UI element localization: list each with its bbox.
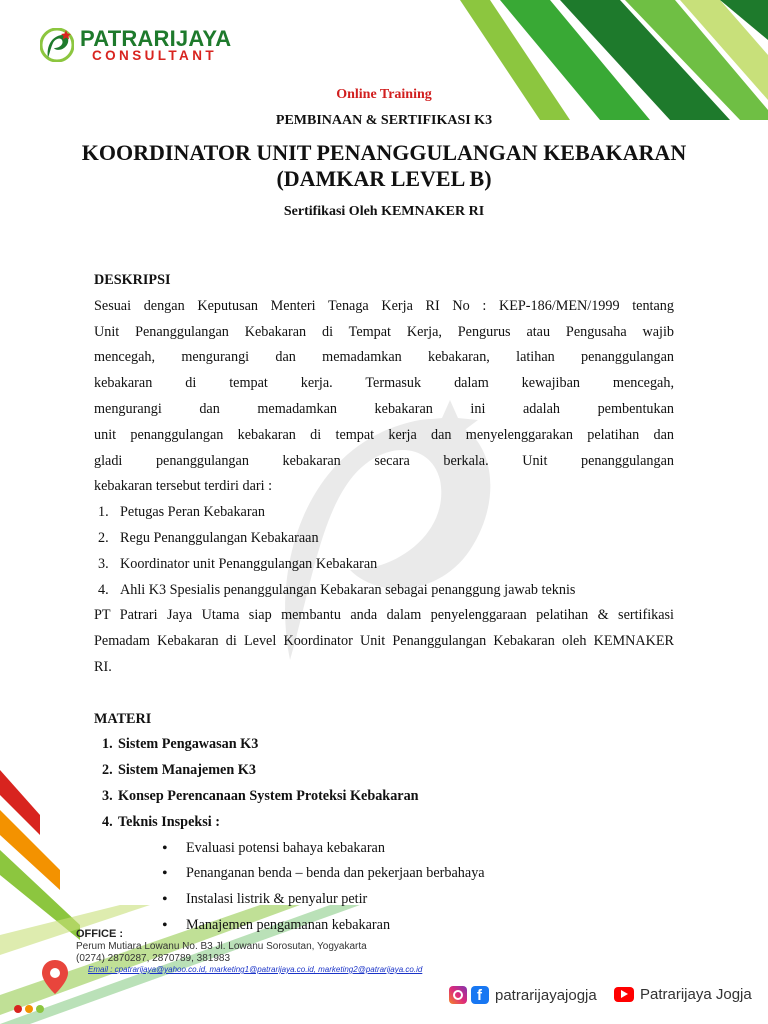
- list-item: • Penanganan benda – benda dan pekerjaan berbahaya: [162, 861, 674, 887]
- list-item: 4. Ahli K3 Spesialis penanggulangan Kebakaran sebagai penanggung jawab teknis: [98, 581, 576, 598]
- location-pin-icon: [42, 960, 68, 994]
- program-label: PEMBINAAN & SERTIFIKASI K3: [275, 113, 493, 128]
- footer: [0, 928, 768, 1024]
- logo-subtitle: CONSULTANT: [92, 48, 217, 63]
- email-link[interactable]: Email : cpatrarijaya@yahoo.co.id, marketing1@patrarijaya.co.id, marketing2@patrarijaya.co.id: [88, 965, 423, 974]
- closing-line: Pemadam Kebakaran di Level Koordinator Unit Penanggulangan Kebakaran oleh KEMNAKER: [94, 633, 674, 650]
- list-item: 1. Sistem Pengawasan K3: [102, 736, 259, 753]
- list-item: 1. Petugas Peran Kebakaran: [98, 504, 265, 521]
- instagram-icon: [449, 986, 467, 1004]
- list-item: 3. Koordinator unit Penanggulangan Kebakaran: [98, 555, 378, 572]
- address-line: Perum Mutiara Lowanu No. B3 Jl. Lowanu Sorosutan, Yogyakarta: [76, 941, 367, 952]
- materi-heading: MATERI: [94, 710, 152, 727]
- deskripsi-line: kebakaran di tempat kerja. Termasuk dalam kewajiban mencegah,: [94, 375, 674, 392]
- title-line-1: KOORDINATOR UNIT PENANGGULANGAN KEBAKARAN: [81, 140, 687, 165]
- title-line-2: (DAMKAR LEVEL B): [276, 166, 492, 191]
- list-item: • Instalasi listrik & penyalur petir: [162, 887, 674, 913]
- closing-line: PT Patrari Jaya Utama siap membantu anda dalam penyelenggaraan pelatihan & sertifikasi: [94, 607, 674, 624]
- materi-list: [94, 732, 674, 835]
- list-item: 4. Teknis Inspeksi :: [102, 813, 220, 830]
- deskripsi-line: mengurangi dan memadamkan kebakaran ini adalah pembentukan: [94, 400, 674, 417]
- social-handle-text: patrarijayajogja: [495, 986, 597, 1004]
- deskripsi-line: gladi penanggulangan kebakaran secara berkala. Unit penanggulangan: [94, 452, 674, 469]
- list-item: 3. Konsep Perencanaan System Proteksi Kebakaran: [102, 787, 419, 804]
- logo-mark-icon: [40, 28, 74, 62]
- deskripsi-line: unit penanggulangan kebakaran di tempat kerja dan menyelenggarakan pelatihan dan: [94, 426, 674, 443]
- logo-name: PATRARIJAYA: [80, 26, 232, 51]
- youtube-channel-text: Patrarijaya Jogja: [640, 986, 752, 1003]
- online-training-label: Online Training: [336, 87, 432, 102]
- office-label: OFFICE :: [76, 928, 124, 940]
- deskripsi-line: Unit Penanggulangan Kebakaran di Tempat Kerja, Pengurus atau Pengusaha wajib: [94, 323, 674, 340]
- office-address: [76, 941, 436, 965]
- decorative-dots: [14, 1000, 47, 1018]
- certification-label: Sertifikasi Oleh KEMNAKER RI: [283, 204, 485, 219]
- deskripsi-line: mencegah, mengurangi dan memadamkan kebakaran, latihan penanggulangan: [94, 349, 674, 366]
- closing-line: RI.: [94, 658, 112, 675]
- list-item: • Manajemen pengamanan kebakaran: [162, 913, 674, 939]
- social-handle[interactable]: [449, 986, 597, 1004]
- company-logo: [40, 26, 245, 66]
- page-title: [0, 140, 768, 192]
- list-item: • Evaluasi potensi bahaya kebakaran: [162, 836, 674, 862]
- youtube-icon: [614, 987, 634, 1002]
- phone-line: (0274) 2870287, 2870789, 381983: [76, 953, 231, 964]
- list-item: 2. Sistem Manajemen K3: [102, 762, 256, 779]
- youtube-channel[interactable]: [614, 986, 752, 1003]
- unit-list: [94, 500, 674, 603]
- list-item: 2. Regu Penanggulangan Kebakaraan: [98, 529, 319, 546]
- deskripsi-line: kebakaran tersebut terdiri dari :: [94, 478, 273, 495]
- inspeksi-sublist: [94, 836, 674, 939]
- deskripsi-heading: DESKRIPSI: [94, 272, 171, 288]
- facebook-icon: f: [471, 986, 489, 1004]
- document-body: [94, 268, 674, 939]
- deskripsi-line: Sesuai dengan Keputusan Menteri Tenaga Kerja RI No : KEP-186/MEN/1999 tentang: [94, 297, 674, 314]
